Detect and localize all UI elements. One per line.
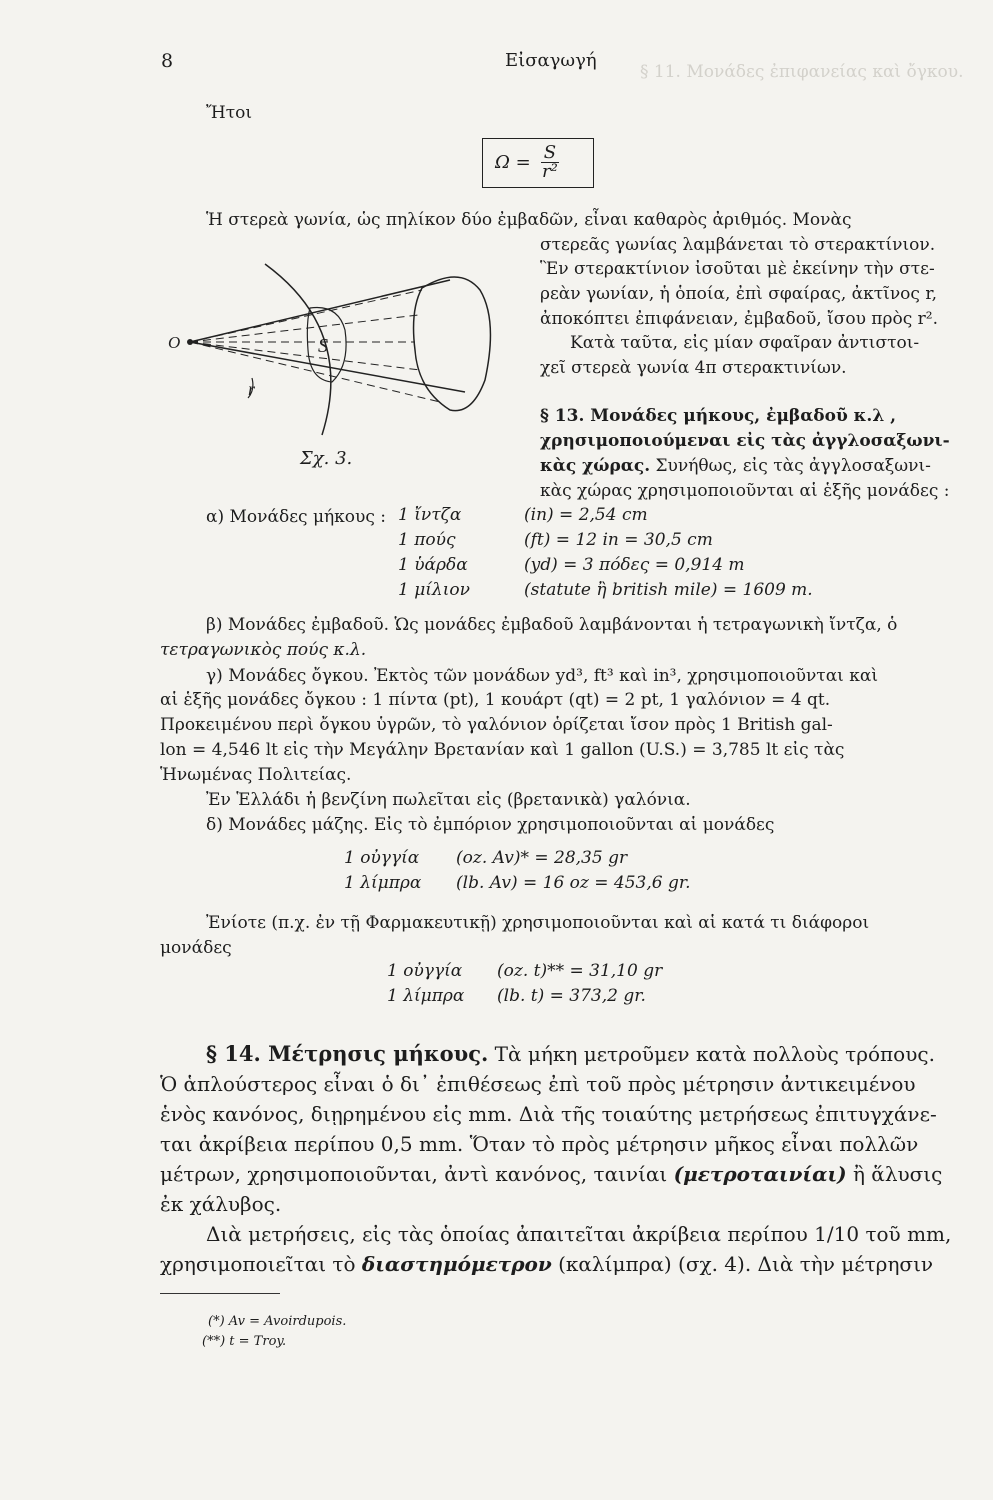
section-13-title-2: χρησιμοποιούμεναι εἰς τὰς ἀγγλοσαξωνι- [540, 431, 950, 451]
volume-units-line-6: Ἐν Ἑλλάδι ἡ βενζίνη πωλεῖται εἰς (βρετανικὰ) γαλόνια. [206, 790, 691, 810]
volume-units-line-4: lon = 4,546 lt εἰς τὴν Μεγάλην Βρετανίαν καὶ 1 gallon (U.S.) = 3,785 lt εἰς τὰς [160, 740, 845, 760]
section-13-line-3-rest: Συνήθως, εἰς τὰς ἀγγλοσαξωνι- [650, 456, 931, 476]
pharm-unit-name-1: 1 οὐγγία [387, 961, 463, 981]
pharm-unit-def-2: (lb. t) = 373,2 gr. [497, 986, 646, 1006]
length-units-label: α) Μονάδες μήκους : [206, 507, 387, 527]
pharm-unit-def-1: (oz. t)** = 31,10 gr [497, 961, 663, 981]
footnote-2-text: t = Troy. [229, 1334, 287, 1349]
mass-unit-def-2: (lb. Av) = 16 oz = 453,6 gr. [456, 873, 691, 893]
footnote-1-mark: (*) [208, 1314, 225, 1329]
figure-caption: Σχ. 3. [300, 448, 353, 469]
length-unit-name-1: 1 ἴντζα [398, 505, 462, 525]
section-14-heading: § 14. Μέτρησις μήκους. [206, 1041, 489, 1066]
solid-angle-line-5: ἀποκόπτει ἐπιφάνειαν, ἐμβαδοῦ, ἴσου πρὸς r². [540, 309, 938, 329]
figure-label-s: S [318, 335, 328, 357]
pharm-line-1: Ἐνίοτε (π.χ. ἐν τῇ Φαρμακευτικῇ) χρησιμοποιοῦνται καὶ αἱ κατά τι διάφοροι [206, 913, 870, 933]
section-14-line-4: ται ἀκρίβεια περίπου 0,5 mm. Ὅταν τὸ πρὸς μέτρησιν μῆκος εἶναι πολλῶν [160, 1132, 919, 1156]
cone-base [414, 277, 491, 411]
section-14-line-6: ἐκ χάλυβος. [160, 1192, 282, 1216]
footnote-2 [202, 1334, 286, 1349]
length-unit-def-2: (ft) = 12 in = 30,5 cm [524, 530, 713, 550]
footnote-1-text: Av = Avoirdupois. [228, 1314, 347, 1329]
solid-angle-line-7: χεῖ στερεὰ γωνία 4π στερακτινίων. [540, 358, 847, 378]
volume-units-line-5: Ἡνωμένας Πολιτείας. [160, 765, 352, 785]
footnote-rule [160, 1293, 280, 1294]
volume-units-line-1: γ) Μονάδες ὄγκου. Ἐκτὸς τῶν μονάδων yd³, ft³ καὶ in³, χρησιμοποιοῦνται καὶ [206, 666, 879, 686]
section-14-line-1-rest: Τὰ μήκη μετροῦμεν κατὰ πολλοὺς τρόπους. [488, 1042, 935, 1066]
formula-denominator: r² [541, 160, 558, 182]
solid-angle-line-6: Κατὰ ταῦτα, εἰς μίαν σφαῖραν ἀντιστοι- [570, 333, 920, 353]
mass-unit-name-2: 1 λίμπρα [344, 873, 422, 893]
length-unit-def-1: (in) = 2,54 cm [524, 505, 648, 525]
solid-angle-figure [160, 230, 505, 480]
formula-numerator: S [541, 144, 559, 163]
intro-word: Ἤτοι [206, 103, 253, 123]
volume-units-line-3: Προκειμένου περὶ ὄγκου ὑγρῶν, τὸ γαλόνιον ὁρίζεται ἴσον πρὸς 1 British gal- [160, 715, 833, 735]
tape-term: (μετροταινίαι) [673, 1162, 847, 1186]
section-14-line-5-a: μέτρων, χρησιμοποιοῦνται, ἀντὶ κανόνος, ταινίαι [160, 1162, 674, 1186]
section-14-line-3: ἑνὸς κανόνος, διῃρημένου εἰς mm. Διὰ τῆς τοιαύτης μετρήσεως ἐπιτυγχάνε- [160, 1102, 937, 1126]
mass-unit-def-1: (oz. Av)* = 28,35 gr [456, 848, 628, 868]
figure-label-o: O [168, 333, 181, 352]
length-unit-name-4: 1 μίλιον [398, 580, 470, 600]
footnote-1 [208, 1314, 346, 1329]
length-unit-name-3: 1 ὑάρδα [398, 555, 468, 575]
mass-units-line-1: δ) Μονάδες μάζης. Εἰς τὸ ἐμπόριον χρησιμοποιοῦνται αἱ μονάδες [206, 815, 775, 835]
section-14-line-8-c: (καλίμπρα) (σχ. 4). Διὰ τὴν μέτρησιν [551, 1252, 934, 1276]
section-13-line-3 [540, 454, 931, 478]
caliper-term: διαστημόμετρον [361, 1252, 552, 1276]
area-units-line-1: β) Μονάδες ἐμβαδοῦ. Ὡς μονάδες ἐμβαδοῦ λαμβάνονται ἡ τετραγωνικὴ ἴντζα, ὁ [206, 615, 898, 635]
solid-angle-line-4: ρεὰν γωνίαν, ἡ ὁποία, ἐπὶ σφαίρας, ἀκτῖνος r, [540, 284, 938, 304]
section-14-line-8 [160, 1249, 933, 1279]
section-14-line-7: Διὰ μετρήσεις, εἰς τὰς ὁποίας ἀπαιτεῖται ἀκρίβεια περίπου 1/10 τοῦ mm, [206, 1222, 952, 1246]
formula-fraction [541, 141, 559, 182]
section-14-line-5-c: ἢ ἅλυσις [846, 1162, 943, 1186]
section-14-line-5 [160, 1159, 942, 1189]
footnote-2-mark: (**) [202, 1334, 226, 1349]
cone-top-line [190, 280, 450, 342]
area-units-line-2: τετραγωνικὸς πούς κ.λ. [160, 640, 367, 660]
page-number: 8 [161, 50, 174, 72]
section-13-title-1: § 13. Μονάδες μήκους, ἐμβαδοῦ κ.λ , [540, 406, 897, 426]
running-title: Εἰσαγωγή [505, 50, 597, 71]
pharm-unit-name-2: 1 λίμπρα [387, 986, 465, 1006]
solid-angle-formula [482, 138, 594, 188]
section-13-line-3-bold: κὰς χώρας. [540, 456, 651, 476]
section-14-line-8-a: χρησιμοποιεῖται τὸ [160, 1252, 362, 1276]
length-unit-name-2: 1 πούς [398, 530, 456, 550]
length-unit-def-3: (yd) = 3 πόδες = 0,914 m [524, 555, 745, 575]
section-14-line-2: Ὁ ἁπλούστερος εἶναι ὁ δι᾿ ἐπιθέσεως ἐπὶ τοῦ πρὸς μέτρησιν ἀντικειμένου [160, 1072, 916, 1096]
solid-angle-line-1: Ἡ στερεὰ γωνία, ὡς πηλίκον δύο ἐμβαδῶν, εἶναι καθαρὸς ἀριθμός. Μονὰς [206, 210, 852, 230]
solid-angle-line-3: Ἓν στερακτίνιον ἰσοῦται μὲ ἐκείνην τὴν στε- [540, 259, 935, 279]
length-unit-def-4: (statute ἢ british mile) = 1609 m. [524, 580, 813, 600]
solid-angle-line-2: στερεᾶς γωνίας λαμβάνεται τὸ στερακτίνιον. [540, 235, 936, 255]
volume-units-line-2: αἱ ἑξῆς μονάδες ὄγκου : 1 πίντα (pt), 1 κουάρτ (qt) = 2 pt, 1 γαλόνιον = 4 qt. [160, 690, 831, 710]
apex-point [187, 339, 193, 345]
pharm-line-2: μονάδες [160, 938, 232, 958]
section-13-line-4: κὰς χώρας χρησιμοποιοῦνται αἱ ἑξῆς μονάδες : [540, 481, 950, 501]
figure-label-r: r [248, 379, 256, 399]
formula-lhs: Ω = [495, 151, 531, 173]
mass-unit-name-1: 1 οὐγγία [344, 848, 420, 868]
bleed-through-text: § 11. Μονάδες ἐπιφανείας καὶ ὄγκου. [640, 62, 964, 82]
section-14-line-1 [206, 1039, 935, 1069]
